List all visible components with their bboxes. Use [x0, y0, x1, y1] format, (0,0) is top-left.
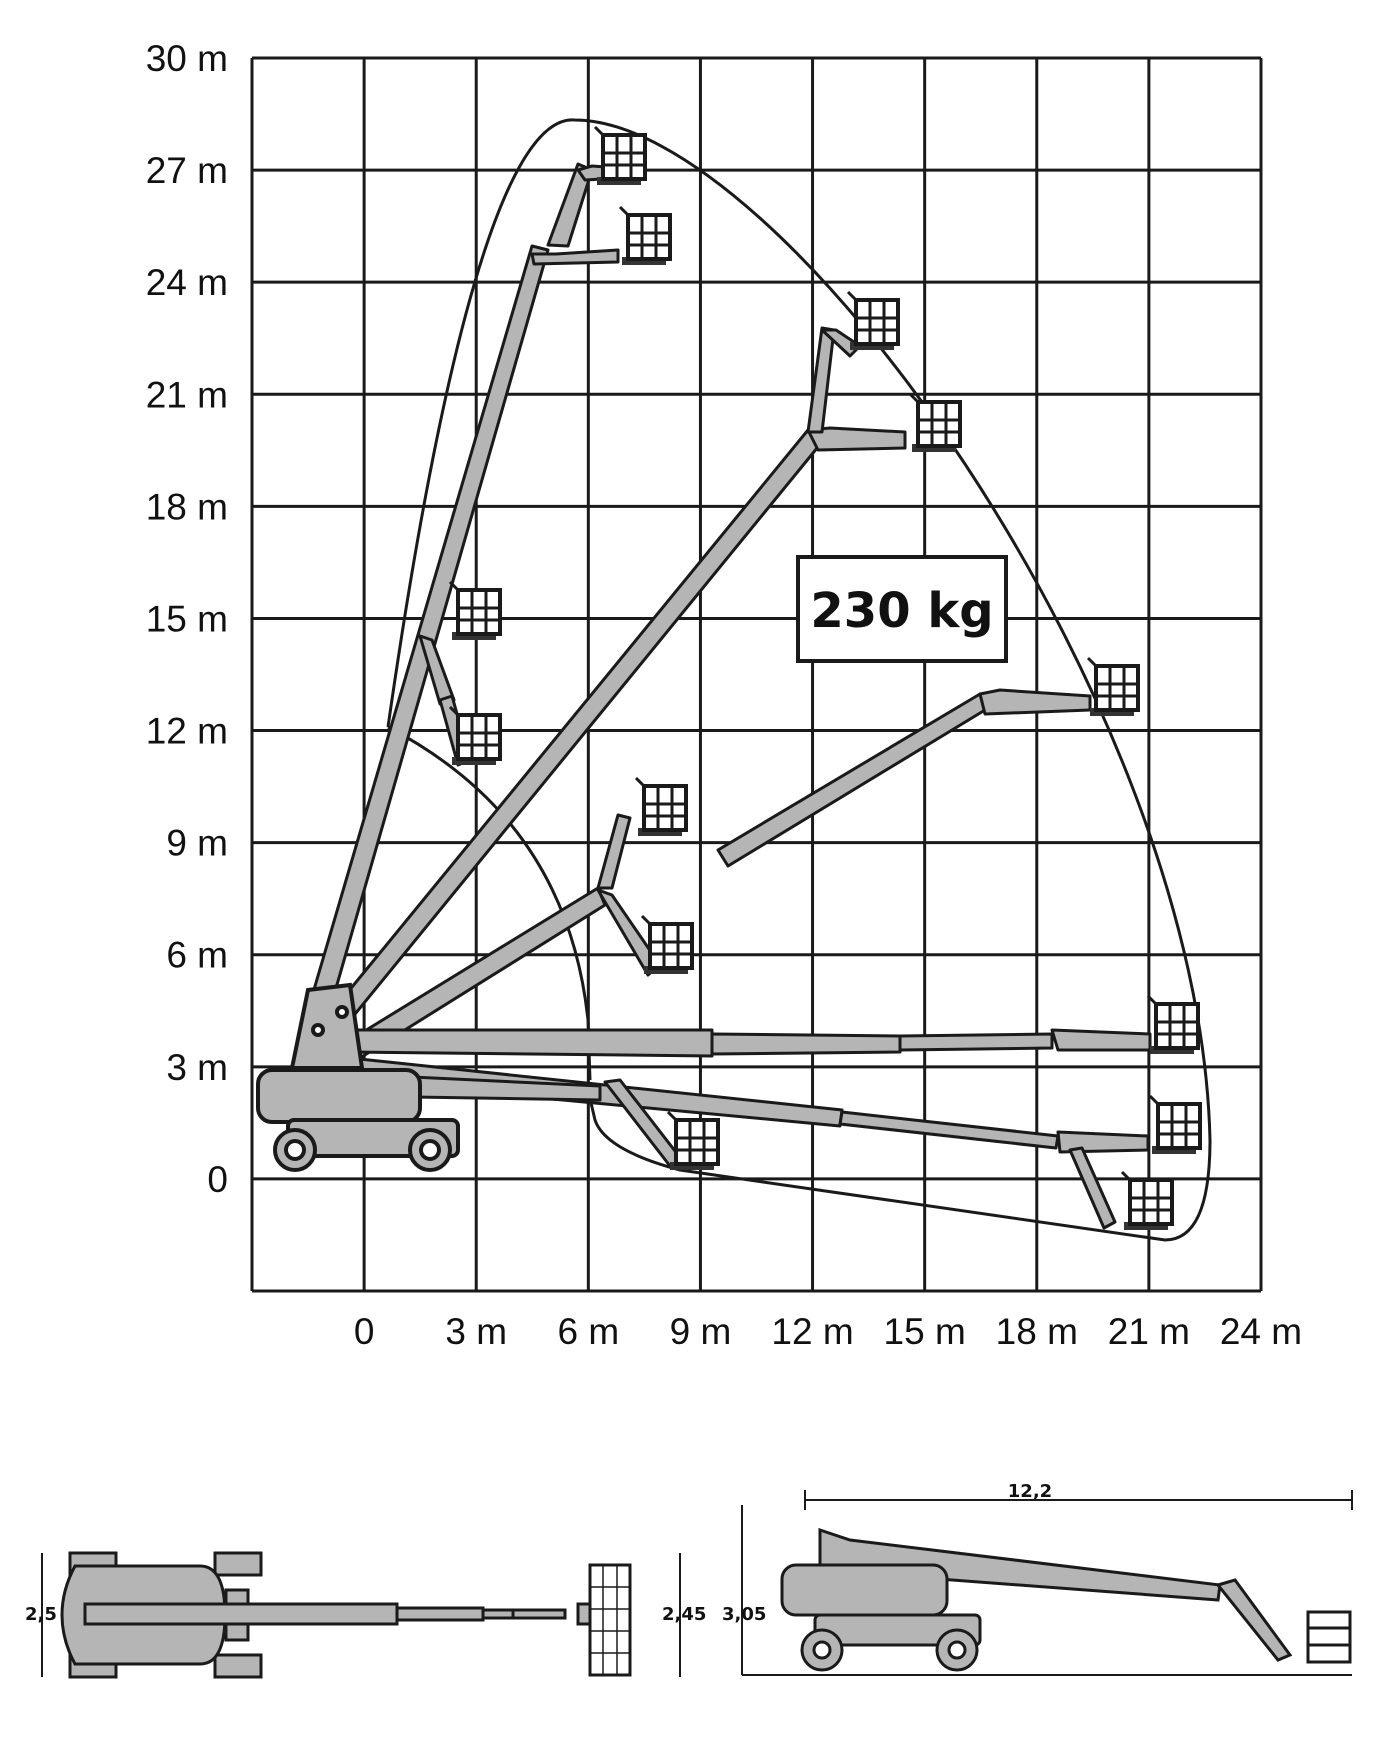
y-tick-label: 24 m	[145, 262, 228, 304]
y-tick-label: 27 m	[145, 150, 228, 192]
x-axis-ticks	[354, 1311, 1302, 1352]
y-tick-label: 6 m	[166, 934, 228, 976]
x-tick-label: 6 m	[557, 1311, 620, 1352]
x-tick-label: 15 m	[883, 1311, 966, 1352]
x-tick-label: 9 m	[669, 1311, 732, 1352]
x-tick-label: 3 m	[445, 1311, 508, 1352]
y-tick-label: 3 m	[166, 1046, 228, 1088]
boom-positions	[308, 164, 1150, 1228]
y-tick-label: 18 m	[145, 486, 228, 528]
x-tick-label: 12 m	[771, 1311, 854, 1352]
y-tick-label: 15 m	[145, 598, 228, 640]
load-capacity-label: 230 kg	[810, 583, 994, 639]
top-view-drawing	[42, 1553, 680, 1677]
dimension-width-label: 2,5	[25, 1604, 57, 1625]
y-tick-label: 12 m	[145, 710, 228, 752]
x-tick-label: 24 m	[1219, 1311, 1303, 1352]
working-envelope	[388, 120, 1210, 1240]
y-tick-label: 9 m	[166, 822, 228, 864]
dimension-platform-width-label: 2,45	[662, 1604, 707, 1625]
y-tick-label: 0	[207, 1158, 228, 1200]
y-tick-label: 30 m	[145, 38, 228, 79]
x-tick-label: 0	[353, 1311, 375, 1352]
dimension-length-label: 12,2	[1007, 1481, 1053, 1502]
load-capacity-box	[798, 557, 1006, 661]
y-tick-label: 21 m	[145, 374, 228, 416]
x-tick-label: 18 m	[995, 1311, 1078, 1352]
inner-envelope	[388, 727, 590, 1080]
dimension-height-label: 3,05	[722, 1604, 767, 1625]
side-view-drawing	[742, 1490, 1352, 1675]
x-tick-label: 21 m	[1107, 1311, 1191, 1352]
y-axis-ticks	[146, 38, 228, 1200]
